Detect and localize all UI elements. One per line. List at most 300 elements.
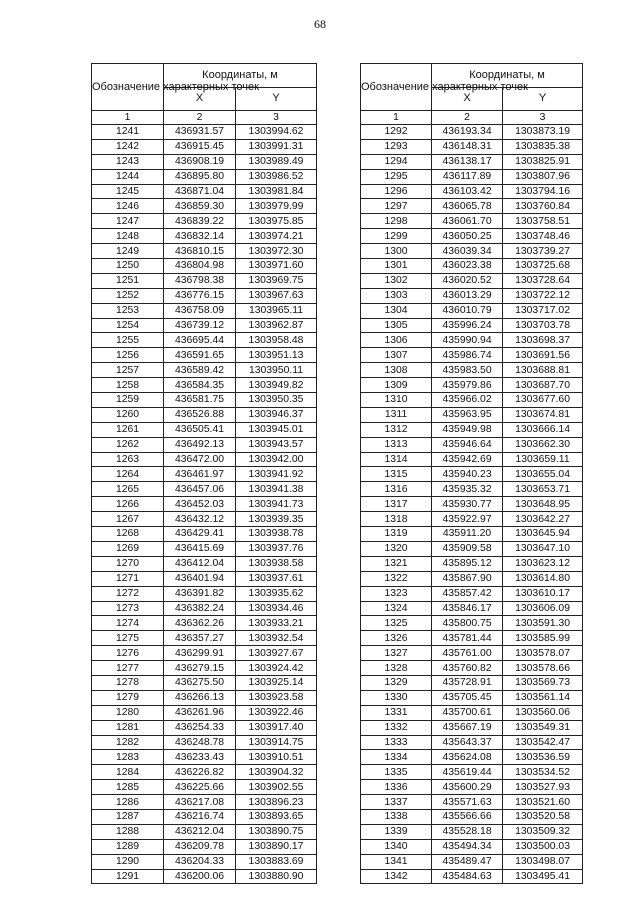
point-number-cell: 1265 [92,482,164,497]
point-number-cell: 1291 [92,869,164,884]
y-coordinate-cell: 1303825.91 [503,154,583,169]
point-number-cell: 1279 [92,690,164,705]
y-coordinate-cell: 1303890.75 [236,824,317,839]
table-row [361,422,583,437]
x-coordinate-cell: 436061.70 [432,214,503,229]
table-row [361,705,583,720]
point-number-cell: 1308 [361,363,432,378]
table-row [361,288,583,303]
table-row [92,512,317,527]
point-number-cell: 1241 [92,125,164,140]
x-coordinate-cell: 436391.82 [164,586,236,601]
point-number-cell: 1245 [92,184,164,199]
table-row [361,690,583,705]
point-number-cell: 1298 [361,214,432,229]
x-coordinate-cell: 436148.31 [432,139,503,154]
point-number-cell: 1276 [92,646,164,661]
coordinates-table-left [91,63,317,884]
x-coordinate-cell: 436584.35 [164,378,236,393]
table-row [361,497,583,512]
point-number-cell: 1283 [92,750,164,765]
point-number-cell: 1329 [361,675,432,690]
table-row [361,482,583,497]
y-coordinate-cell: 1303981.84 [236,184,317,199]
x-coordinate-cell: 436138.17 [432,154,503,169]
point-number-cell: 1288 [92,824,164,839]
y-coordinate-cell: 1303647.10 [503,541,583,556]
header-coordinates: Координаты, м [432,64,583,88]
x-coordinate-cell: 435979.86 [432,378,503,393]
y-coordinate-cell: 1303969.75 [236,273,317,288]
y-coordinate-cell: 1303922.46 [236,705,317,720]
y-coordinate-cell: 1303807.96 [503,169,583,184]
x-coordinate-cell: 436457.06 [164,482,236,497]
point-number-cell: 1289 [92,839,164,854]
x-coordinate-cell: 436065.78 [432,199,503,214]
x-coordinate-cell: 436010.79 [432,303,503,318]
y-coordinate-cell: 1303536.59 [503,750,583,765]
x-coordinate-cell: 436581.75 [164,393,236,408]
point-number-cell: 1258 [92,378,164,393]
table-row [92,199,317,214]
y-coordinate-cell: 1303698.37 [503,333,583,348]
y-coordinate-cell: 1303542.47 [503,735,583,750]
y-coordinate-cell: 1303950.11 [236,363,317,378]
table-row [92,824,317,839]
y-coordinate-cell: 1303946.37 [236,407,317,422]
x-coordinate-cell: 436193.34 [432,125,503,140]
y-coordinate-cell: 1303967.63 [236,288,317,303]
header-y: Y [503,87,583,111]
x-coordinate-cell: 436472.00 [164,452,236,467]
x-coordinate-cell: 436505.41 [164,422,236,437]
y-coordinate-cell: 1303883.69 [236,854,317,869]
point-number-cell: 1271 [92,571,164,586]
point-number-cell: 1330 [361,690,432,705]
point-number-cell: 1292 [361,125,432,140]
x-coordinate-cell: 436931.57 [164,125,236,140]
table-row [92,169,317,184]
x-coordinate-cell: 436225.66 [164,780,236,795]
table-row [361,541,583,556]
point-number-cell: 1259 [92,393,164,408]
table-row [92,809,317,824]
x-coordinate-cell: 435983.50 [432,363,503,378]
header-coordinates: Координаты, м [164,64,317,88]
table-row [92,646,317,661]
x-coordinate-cell: 435700.61 [432,705,503,720]
y-coordinate-cell: 1303606.09 [503,601,583,616]
y-coordinate-cell: 1303725.68 [503,259,583,274]
x-coordinate-cell: 435909.58 [432,541,503,556]
point-number-cell: 1249 [92,244,164,259]
table-row [92,586,317,601]
y-coordinate-cell: 1303534.52 [503,765,583,780]
table-row [92,407,317,422]
x-coordinate-cell: 436020.52 [432,273,503,288]
x-coordinate-cell: 435857.42 [432,586,503,601]
x-coordinate-cell: 435528.18 [432,824,503,839]
x-coordinate-cell: 436695.44 [164,333,236,348]
table-row [361,735,583,750]
x-coordinate-cell: 435867.90 [432,571,503,586]
y-coordinate-cell: 1303937.61 [236,571,317,586]
table-row [361,303,583,318]
table-row [361,452,583,467]
y-coordinate-cell: 1303703.78 [503,318,583,333]
y-coordinate-cell: 1303688.81 [503,363,583,378]
table-row [361,199,583,214]
table-row [92,452,317,467]
point-number-cell: 1336 [361,780,432,795]
x-coordinate-cell: 435996.24 [432,318,503,333]
y-coordinate-cell: 1303989.49 [236,154,317,169]
point-number-cell: 1246 [92,199,164,214]
table-row [92,437,317,452]
y-coordinate-cell: 1303500.03 [503,839,583,854]
table-row [92,214,317,229]
y-coordinate-cell: 1303925.14 [236,675,317,690]
y-coordinate-cell: 1303994.62 [236,125,317,140]
point-number-cell: 1313 [361,437,432,452]
y-coordinate-cell: 1303971.60 [236,259,317,274]
page-number: 68 [314,17,326,31]
point-number-cell: 1269 [92,541,164,556]
point-number-cell: 1304 [361,303,432,318]
y-coordinate-cell: 1303677.60 [503,393,583,408]
table-row [92,765,317,780]
x-coordinate-cell: 436117.89 [432,169,503,184]
x-coordinate-cell: 436275.50 [164,675,236,690]
table-row [361,556,583,571]
table-row [361,169,583,184]
table-row [361,139,583,154]
x-coordinate-cell: 435761.00 [432,646,503,661]
point-number-cell: 1316 [361,482,432,497]
table-row [92,467,317,482]
table-row [92,795,317,810]
point-number-cell: 1326 [361,631,432,646]
x-coordinate-cell: 436299.91 [164,646,236,661]
table-row [361,363,583,378]
table-row [92,780,317,795]
y-coordinate-cell: 1303941.38 [236,482,317,497]
table-row [92,333,317,348]
x-coordinate-cell: 435966.02 [432,393,503,408]
x-coordinate-cell: 435624.08 [432,750,503,765]
point-number-cell: 1257 [92,363,164,378]
y-coordinate-cell: 1303560.06 [503,705,583,720]
point-number-cell: 1324 [361,601,432,616]
y-coordinate-cell: 1303748.46 [503,229,583,244]
point-number-cell: 1260 [92,407,164,422]
table-row [92,139,317,154]
point-number-cell: 1244 [92,169,164,184]
table-row [361,631,583,646]
y-coordinate-cell: 1303728.64 [503,273,583,288]
y-coordinate-cell: 1303645.94 [503,527,583,542]
x-coordinate-cell: 436871.04 [164,184,236,199]
table-row [361,259,583,274]
x-coordinate-cell: 436357.27 [164,631,236,646]
y-coordinate-cell: 1303687.70 [503,378,583,393]
y-coordinate-cell: 1303591.30 [503,616,583,631]
point-number-cell: 1335 [361,765,432,780]
point-number-cell: 1302 [361,273,432,288]
point-number-cell: 1323 [361,586,432,601]
x-coordinate-cell: 435667.19 [432,720,503,735]
y-coordinate-cell: 1303739.27 [503,244,583,259]
header-point-designation: Обозначение характерных точек [92,64,164,111]
point-number-cell: 1248 [92,229,164,244]
y-coordinate-cell: 1303975.85 [236,214,317,229]
y-coordinate-cell: 1303653.71 [503,482,583,497]
x-coordinate-cell: 436039.34 [432,244,503,259]
y-coordinate-cell: 1303569.73 [503,675,583,690]
coordinates-table-right [360,63,583,884]
y-coordinate-cell: 1303902.55 [236,780,317,795]
point-number-cell: 1287 [92,809,164,824]
table-row [92,527,317,542]
y-coordinate-cell: 1303924.42 [236,661,317,676]
x-coordinate-cell: 436452.03 [164,497,236,512]
x-coordinate-cell: 436382.24 [164,601,236,616]
x-coordinate-cell: 436839.22 [164,214,236,229]
y-coordinate-cell: 1303939.35 [236,512,317,527]
header-point-designation: Обозначение характерных точек [361,64,432,111]
table-row [361,750,583,765]
x-coordinate-cell: 436200.06 [164,869,236,884]
x-coordinate-cell: 436279.15 [164,661,236,676]
point-number-cell: 1281 [92,720,164,735]
y-coordinate-cell: 1303927.67 [236,646,317,661]
table-row [92,869,317,884]
table-row [92,661,317,676]
point-number-cell: 1286 [92,795,164,810]
table-row [92,735,317,750]
point-number-cell: 1278 [92,675,164,690]
x-coordinate-cell: 436023.38 [432,259,503,274]
point-number-cell: 1284 [92,765,164,780]
table-row [361,333,583,348]
x-coordinate-cell: 436432.12 [164,512,236,527]
table-row [361,527,583,542]
table-row [361,661,583,676]
x-coordinate-cell: 436895.80 [164,169,236,184]
y-coordinate-cell: 1303943.57 [236,437,317,452]
y-coordinate-cell: 1303941.73 [236,497,317,512]
header-y: Y [236,87,317,111]
table-row [92,393,317,408]
y-coordinate-cell: 1303642.27 [503,512,583,527]
point-number-cell: 1322 [361,571,432,586]
table-row [361,348,583,363]
table-row [92,720,317,735]
y-coordinate-cell: 1303937.76 [236,541,317,556]
point-number-cell: 1256 [92,348,164,363]
y-coordinate-cell: 1303933.21 [236,616,317,631]
y-coordinate-cell: 1303835.38 [503,139,583,154]
point-number-cell: 1319 [361,527,432,542]
x-coordinate-cell: 436804.98 [164,259,236,274]
x-coordinate-cell: 436589.42 [164,363,236,378]
x-coordinate-cell: 436204.33 [164,854,236,869]
y-coordinate-cell: 1303521.60 [503,795,583,810]
y-coordinate-cell: 1303991.31 [236,139,317,154]
y-coordinate-cell: 1303623.12 [503,556,583,571]
y-coordinate-cell: 1303880.90 [236,869,317,884]
point-number-cell: 1325 [361,616,432,631]
point-number-cell: 1263 [92,452,164,467]
x-coordinate-cell: 436261.96 [164,705,236,720]
y-coordinate-cell: 1303951.13 [236,348,317,363]
table-row [92,422,317,437]
point-number-cell: 1312 [361,422,432,437]
x-coordinate-cell: 435911.20 [432,527,503,542]
x-coordinate-cell: 435922.97 [432,512,503,527]
x-coordinate-cell: 435895.12 [432,556,503,571]
y-coordinate-cell: 1303549.31 [503,720,583,735]
x-coordinate-cell: 436209.78 [164,839,236,854]
table-row [361,675,583,690]
x-coordinate-cell: 435949.98 [432,422,503,437]
y-coordinate-cell: 1303758.51 [503,214,583,229]
table-row [361,586,583,601]
table-row [361,795,583,810]
point-number-cell: 1270 [92,556,164,571]
point-number-cell: 1243 [92,154,164,169]
x-coordinate-cell: 436908.19 [164,154,236,169]
x-coordinate-cell: 435986.74 [432,348,503,363]
column-index-2: 2 [432,111,503,125]
column-index-1: 1 [92,111,164,125]
table-row [361,616,583,631]
table-row [361,869,583,884]
x-coordinate-cell: 436526.88 [164,407,236,422]
table-row [361,229,583,244]
y-coordinate-cell: 1303794.16 [503,184,583,199]
table-row [361,824,583,839]
y-coordinate-cell: 1303958.48 [236,333,317,348]
x-coordinate-cell: 436461.97 [164,467,236,482]
table-row [92,571,317,586]
y-coordinate-cell: 1303498.07 [503,854,583,869]
point-number-cell: 1267 [92,512,164,527]
x-coordinate-cell: 435619.44 [432,765,503,780]
point-number-cell: 1339 [361,824,432,839]
table-row [92,854,317,869]
y-coordinate-cell: 1303659.11 [503,452,583,467]
point-number-cell: 1275 [92,631,164,646]
table-row [361,854,583,869]
x-coordinate-cell: 435571.63 [432,795,503,810]
table-row [361,601,583,616]
point-number-cell: 1309 [361,378,432,393]
table-row [92,675,317,690]
x-coordinate-cell: 435963.95 [432,407,503,422]
y-coordinate-cell: 1303655.04 [503,467,583,482]
x-coordinate-cell: 435990.94 [432,333,503,348]
y-coordinate-cell: 1303527.93 [503,780,583,795]
point-number-cell: 1310 [361,393,432,408]
y-coordinate-cell: 1303890.17 [236,839,317,854]
table-row [361,571,583,586]
y-coordinate-cell: 1303974.21 [236,229,317,244]
table-row [361,154,583,169]
y-coordinate-cell: 1303610.17 [503,586,583,601]
x-coordinate-cell: 435846.17 [432,601,503,616]
point-number-cell: 1305 [361,318,432,333]
y-coordinate-cell: 1303509.32 [503,824,583,839]
point-number-cell: 1303 [361,288,432,303]
x-coordinate-cell: 436832.14 [164,229,236,244]
y-coordinate-cell: 1303495.41 [503,869,583,884]
table-row [92,631,317,646]
point-number-cell: 1315 [361,467,432,482]
x-coordinate-cell: 436591.65 [164,348,236,363]
y-coordinate-cell: 1303578.66 [503,661,583,676]
x-coordinate-cell: 435940.23 [432,467,503,482]
point-number-cell: 1262 [92,437,164,452]
table-row [92,184,317,199]
point-number-cell: 1317 [361,497,432,512]
table-row [92,154,317,169]
x-coordinate-cell: 436429.41 [164,527,236,542]
point-number-cell: 1285 [92,780,164,795]
point-number-cell: 1340 [361,839,432,854]
x-coordinate-cell: 435946.64 [432,437,503,452]
table-row [361,765,583,780]
x-coordinate-cell: 436412.04 [164,556,236,571]
point-number-cell: 1255 [92,333,164,348]
y-coordinate-cell: 1303910.51 [236,750,317,765]
point-number-cell: 1328 [361,661,432,676]
y-coordinate-cell: 1303934.46 [236,601,317,616]
y-coordinate-cell: 1303893.65 [236,809,317,824]
point-number-cell: 1331 [361,705,432,720]
x-coordinate-cell: 436254.33 [164,720,236,735]
column-index-2: 2 [164,111,236,125]
table-row [92,482,317,497]
y-coordinate-cell: 1303520.58 [503,809,583,824]
x-coordinate-cell: 436013.29 [432,288,503,303]
table-row [361,184,583,199]
x-coordinate-cell: 435484.63 [432,869,503,884]
x-coordinate-cell: 435600.29 [432,780,503,795]
table-row [361,512,583,527]
point-number-cell: 1290 [92,854,164,869]
y-coordinate-cell: 1303979.99 [236,199,317,214]
column-index-1: 1 [361,111,432,125]
point-number-cell: 1295 [361,169,432,184]
y-coordinate-cell: 1303932.54 [236,631,317,646]
point-number-cell: 1261 [92,422,164,437]
x-coordinate-cell: 435935.32 [432,482,503,497]
x-coordinate-cell: 435930.77 [432,497,503,512]
x-coordinate-cell: 436401.94 [164,571,236,586]
point-number-cell: 1341 [361,854,432,869]
table-row [92,318,317,333]
x-coordinate-cell: 436915.45 [164,139,236,154]
point-number-cell: 1253 [92,303,164,318]
table-row [361,378,583,393]
table-row [92,750,317,765]
point-number-cell: 1252 [92,288,164,303]
point-number-cell: 1274 [92,616,164,631]
table-row [361,244,583,259]
y-coordinate-cell: 1303945.01 [236,422,317,437]
point-number-cell: 1254 [92,318,164,333]
